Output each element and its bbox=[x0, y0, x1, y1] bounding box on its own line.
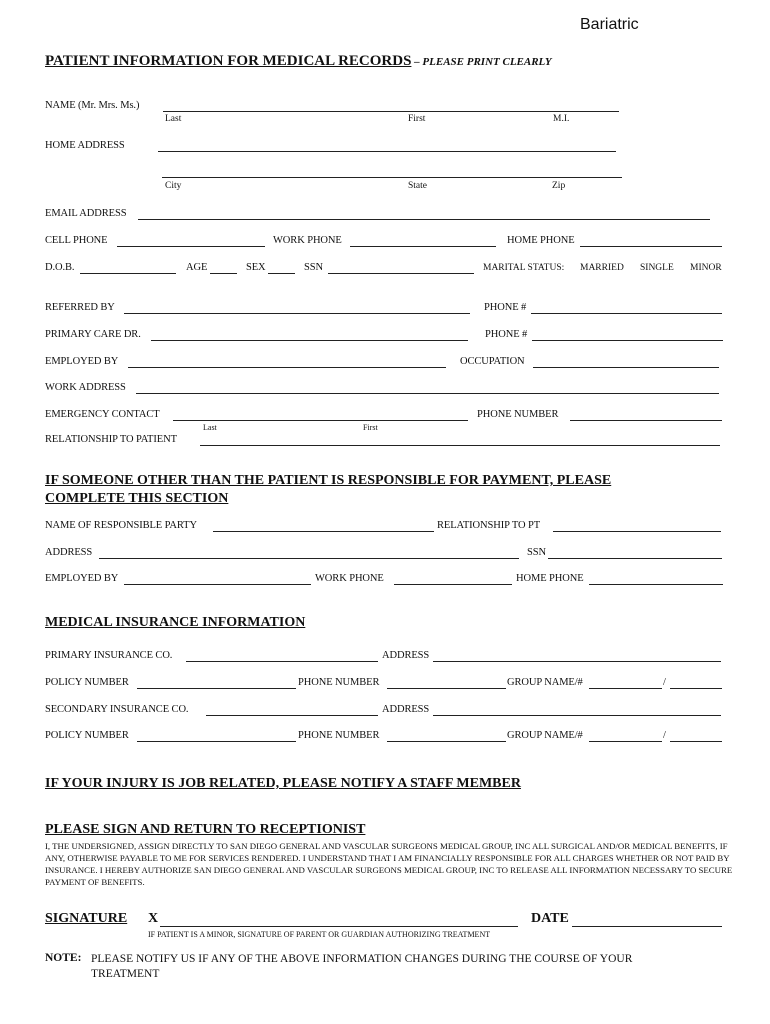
primary-insurance-address-field[interactable] bbox=[433, 661, 721, 662]
secondary-group-label: GROUP NAME/# bbox=[507, 730, 583, 741]
age-label: AGE bbox=[186, 262, 208, 273]
work-address-field[interactable] bbox=[136, 393, 719, 394]
signature-label: SIGNATURE bbox=[45, 911, 128, 926]
responsible-work-phone-label: WORK PHONE bbox=[315, 573, 384, 584]
primary-group-label: GROUP NAME/# bbox=[507, 677, 583, 688]
signature-field[interactable] bbox=[160, 926, 518, 927]
primary-phone-field[interactable] bbox=[387, 688, 506, 689]
responsible-relationship-field[interactable] bbox=[553, 531, 721, 532]
insurance-heading: MEDICAL INSURANCE INFORMATION bbox=[45, 615, 306, 630]
name-label: NAME (Mr. Mrs. Ms.) bbox=[45, 100, 140, 111]
form-type-label: Bariatric bbox=[580, 16, 639, 33]
responsible-employed-label: EMPLOYED BY bbox=[45, 573, 119, 584]
home-address-label: HOME ADDRESS bbox=[45, 140, 125, 151]
secondary-phone-label: PHONE NUMBER bbox=[298, 730, 380, 741]
responsible-relationship-label: RELATIONSHIP TO PT bbox=[437, 520, 541, 531]
page-title-text: PATIENT INFORMATION FOR MEDICAL RECORDS bbox=[45, 53, 412, 69]
note-label: NOTE: bbox=[45, 952, 82, 964]
occupation-label: OCCUPATION bbox=[460, 356, 525, 367]
employed-by-label: EMPLOYED BY bbox=[45, 356, 119, 367]
state-caption: State bbox=[408, 181, 427, 191]
age-field[interactable] bbox=[210, 273, 237, 274]
single-option[interactable]: SINGLE bbox=[640, 263, 674, 273]
minor-option[interactable]: MINOR bbox=[690, 263, 722, 273]
note-line1: PLEASE NOTIFY US IF ANY OF THE ABOVE INFORMATION CHANGES DURING THE COURSE OF YOUR bbox=[91, 953, 633, 965]
emergency-phone-label: PHONE NUMBER bbox=[477, 409, 559, 420]
primary-care-label: PRIMARY CARE DR. bbox=[45, 329, 141, 340]
email-field[interactable] bbox=[138, 219, 710, 220]
ssn-label: SSN bbox=[304, 262, 323, 273]
responsible-ssn-field[interactable] bbox=[548, 558, 722, 559]
primary-insurance-field[interactable] bbox=[186, 661, 378, 662]
primary-insurance-address-label: ADDRESS bbox=[382, 650, 430, 661]
relationship-label: RELATIONSHIP TO PATIENT bbox=[45, 434, 177, 445]
marital-status-label: MARITAL STATUS: bbox=[483, 263, 565, 273]
primary-phone-label: PHONE NUMBER bbox=[298, 677, 380, 688]
date-field[interactable] bbox=[572, 926, 722, 927]
work-address-label: WORK ADDRESS bbox=[45, 382, 126, 393]
emergency-contact-label: EMERGENCY CONTACT bbox=[45, 409, 160, 420]
work-phone-field[interactable] bbox=[350, 246, 496, 247]
city-state-zip-field[interactable] bbox=[162, 177, 622, 178]
page-title-suffix: – PLEASE PRINT CLEARLY bbox=[411, 56, 552, 68]
note-line2: TREATMENT bbox=[91, 968, 160, 980]
emergency-last-caption: Last bbox=[203, 423, 217, 432]
responsible-address-field[interactable] bbox=[99, 558, 519, 559]
secondary-insurance-label: SECONDARY INSURANCE CO. bbox=[45, 704, 189, 715]
dob-label: D.O.B. bbox=[45, 262, 75, 273]
responsible-address-label: ADDRESS bbox=[45, 547, 93, 558]
married-option[interactable]: MARRIED bbox=[580, 263, 624, 273]
responsible-employed-field[interactable] bbox=[124, 584, 311, 585]
primary-policy-label: POLICY NUMBER bbox=[45, 677, 129, 688]
secondary-insurance-address-label: ADDRESS bbox=[382, 704, 430, 715]
secondary-group-slash: / bbox=[663, 730, 666, 741]
responsible-party-heading bbox=[45, 472, 611, 508]
primary-insurance-label: PRIMARY INSURANCE CO. bbox=[45, 650, 173, 661]
responsible-heading-line2: COMPLETE THIS SECTION bbox=[45, 491, 229, 506]
referred-by-field[interactable] bbox=[124, 313, 470, 314]
responsible-home-phone-label: HOME PHONE bbox=[516, 573, 584, 584]
secondary-policy-field[interactable] bbox=[137, 741, 296, 742]
primary-group-slash: / bbox=[663, 677, 666, 688]
date-label: DATE bbox=[531, 911, 569, 926]
emergency-contact-field[interactable] bbox=[173, 420, 468, 421]
mi-caption: M.I. bbox=[553, 114, 570, 124]
primary-policy-field[interactable] bbox=[137, 688, 296, 689]
relationship-field[interactable] bbox=[200, 445, 720, 446]
home-phone-label: HOME PHONE bbox=[507, 235, 575, 246]
responsible-ssn-label: SSN bbox=[527, 547, 546, 558]
injury-heading: IF YOUR INJURY IS JOB RELATED, PLEASE NOTIFY A STAFF MEMBER bbox=[45, 776, 521, 791]
ssn-field[interactable] bbox=[328, 273, 474, 274]
referred-phone-field[interactable] bbox=[531, 313, 722, 314]
sex-label: SEX bbox=[246, 262, 266, 273]
secondary-insurance-field[interactable] bbox=[206, 715, 378, 716]
primary-care-field[interactable] bbox=[151, 340, 468, 341]
secondary-group-name-field[interactable] bbox=[589, 741, 662, 742]
sign-return-heading: PLEASE SIGN AND RETURN TO RECEPTIONIST bbox=[45, 822, 366, 837]
responsible-home-phone-field[interactable] bbox=[589, 584, 723, 585]
secondary-insurance-address-field[interactable] bbox=[433, 715, 721, 716]
emergency-first-caption: First bbox=[363, 423, 378, 432]
home-phone-field[interactable] bbox=[580, 246, 722, 247]
occupation-field[interactable] bbox=[533, 367, 719, 368]
emergency-phone-field[interactable] bbox=[570, 420, 722, 421]
city-caption: City bbox=[165, 181, 182, 191]
first-caption: First bbox=[408, 114, 426, 124]
sex-field[interactable] bbox=[268, 273, 295, 274]
cell-phone-field[interactable] bbox=[117, 246, 265, 247]
responsible-heading-line1: IF SOMEONE OTHER THAN THE PATIENT IS RESPONSIBLE FOR PAYMENT, PLEASE bbox=[45, 473, 612, 488]
primary-care-phone-field[interactable] bbox=[532, 340, 723, 341]
work-phone-label: WORK PHONE bbox=[273, 235, 342, 246]
secondary-group-number-field[interactable] bbox=[670, 741, 722, 742]
secondary-phone-field[interactable] bbox=[387, 741, 506, 742]
assignment-paragraph: I, THE UNDERSIGNED, ASSIGN DIRECTLY TO SAN DIEGO GENERAL AND VASCULAR SURGEONS MEDICAL GROUP, INC ALL SURGICAL AND/OR MEDICAL BENEFITS, IF ANY, OTHERWISE PAYABLE TO ME FOR SERVICES RENDERED. I UNDERSTAND THAT I AM FINANCIALLY RESPONSIBLE FOR ALL CHARGES WHETHER OR NOT PAID BY INSURANCE. I HEREBY AUTHORIZE SAN DIEGO GENERAL AND VASCULAR SURGEONS MEDICAL GROUP, INC TO RELEASE ALL INFORMATION NECESSARY TO SECURE PAYMENT OF BENEFITS. bbox=[45, 841, 733, 887]
primary-group-name-field[interactable] bbox=[589, 688, 662, 689]
dob-field[interactable] bbox=[80, 273, 176, 274]
secondary-policy-label: POLICY NUMBER bbox=[45, 730, 129, 741]
primary-group-number-field[interactable] bbox=[670, 688, 722, 689]
cell-phone-label: CELL PHONE bbox=[45, 235, 108, 246]
responsible-name-field[interactable] bbox=[213, 531, 434, 532]
responsible-name-label: NAME OF RESPONSIBLE PARTY bbox=[45, 520, 197, 531]
minor-signature-note: IF PATIENT IS A MINOR, SIGNATURE OF PARENT OR GUARDIAN AUTHORIZING TREATMENT bbox=[148, 930, 491, 939]
email-label: EMAIL ADDRESS bbox=[45, 208, 127, 219]
primary-care-phone-label: PHONE # bbox=[485, 329, 528, 340]
employed-by-field[interactable] bbox=[128, 367, 446, 368]
referred-phone-label: PHONE # bbox=[484, 302, 527, 313]
last-caption: Last bbox=[165, 114, 182, 124]
referred-by-label: REFERRED BY bbox=[45, 302, 115, 313]
responsible-work-phone-field[interactable] bbox=[394, 584, 512, 585]
page-title bbox=[45, 52, 552, 70]
zip-caption: Zip bbox=[552, 181, 566, 191]
signature-x-mark: X bbox=[148, 911, 159, 926]
name-field[interactable] bbox=[163, 111, 619, 112]
home-address-field[interactable] bbox=[158, 151, 616, 152]
